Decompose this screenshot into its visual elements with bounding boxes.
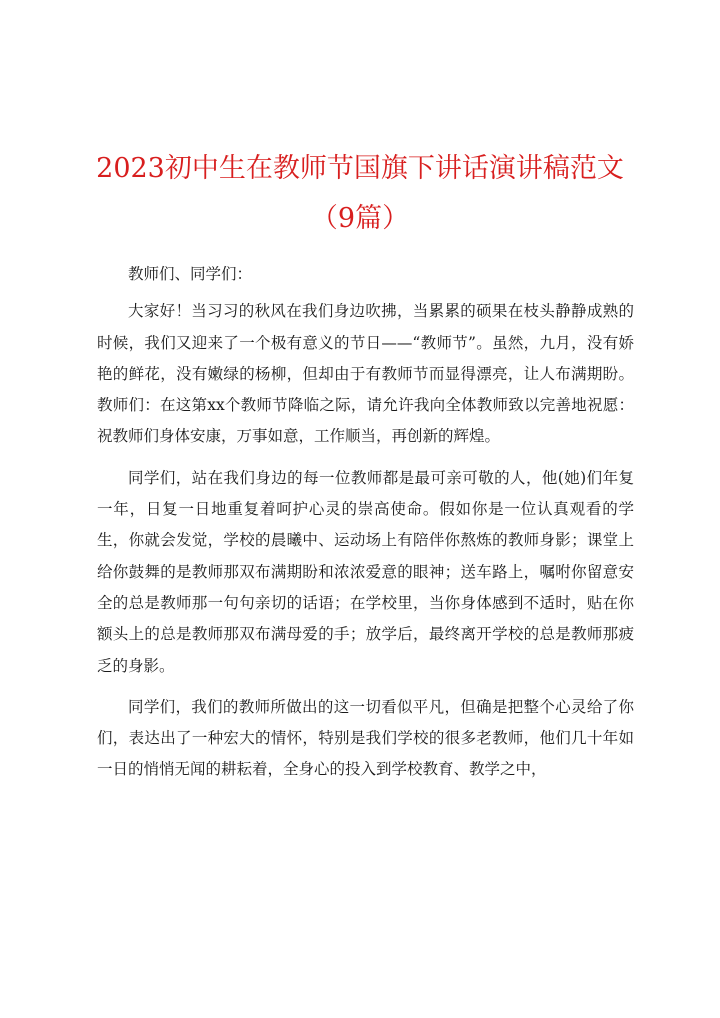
salutation: 教师们、同学们： xyxy=(128,265,253,283)
paragraph: 同学们，站在我们身边的每一位教师都是最可亲可敬的人，他(她)们年复一年，日复一日地重复着呵护心灵的崇高使命。假如你是一位认真观看的学生，你就会发觉，学校的晨曦中、运动场上有陪伴你熬炼的教师身影；课堂上给你鼓舞的是教师那双布满期盼和浓浓爱意的眼神；送车路上，嘱咐你留意安全的总是教师那一句句亲切的话语；在学校里，当你身体感到不适时，贴在你额头上的总是教师那双布满母爱的手；放学后，最终离开学校的总是教师那疲乏的身影。 xyxy=(97,468,634,675)
document-body xyxy=(97,259,634,796)
title-line-1: 2023初中生在教师节国旗下讲话演讲稿范文 xyxy=(96,153,624,184)
title-line-2: （9篇） xyxy=(310,203,410,234)
document-title xyxy=(80,144,640,244)
paragraph: 同学们，我们的教师所做出的这一切看似平凡，但确是把整个心灵给了你们，表达出了一种宏大的情怀，特别是我们学校的很多老教师，他们几十年如一日的悄悄无闻的耕耘着，全身心的投入到学校教育、教学之中， xyxy=(97,697,634,779)
paragraph: 大家好！当习习的秋风在我们身边吹拂，当累累的硕果在枝头静静成熟的时候，我们又迎来了一个极有意义的节日——“教师节”。虽然，九月，没有娇艳的鲜花，没有嫩绿的杨柳，但却由于有教师节而显得漂亮，让人布满期盼。教师们：在这第xx个教师节降临之际，请允许我向全体教师致以完善地祝愿：祝教师们身体安康，万事如意，工作顺当，再创新的辉煌。 xyxy=(97,302,634,446)
